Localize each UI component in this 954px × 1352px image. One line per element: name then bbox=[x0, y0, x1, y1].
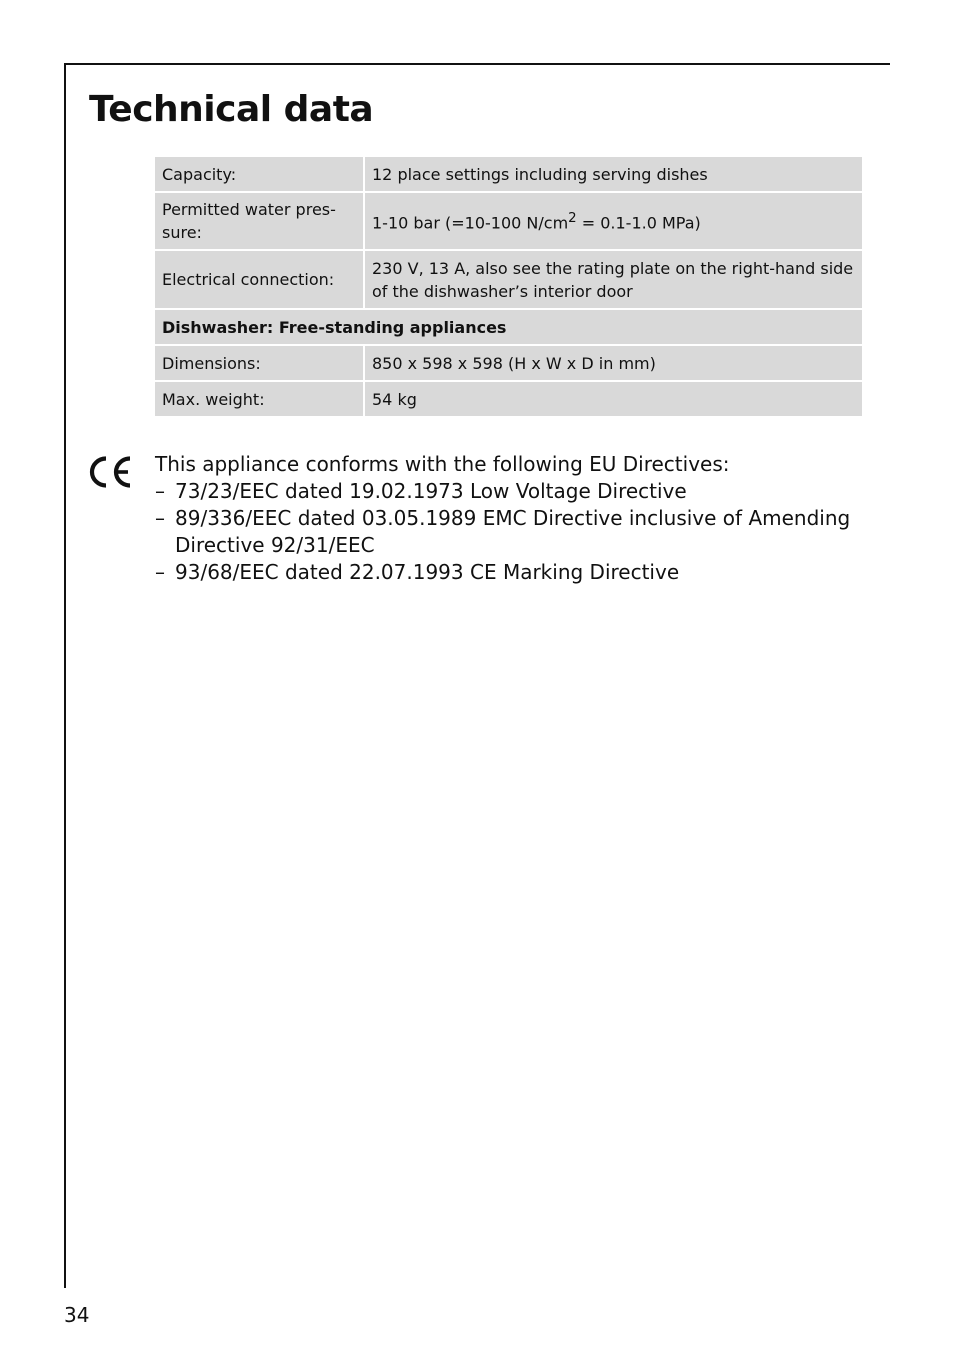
list-item bbox=[155, 505, 875, 559]
row-label: Dimensions: bbox=[155, 346, 363, 380]
row-value: 54 kg bbox=[365, 382, 862, 416]
directives-intro: This appliance conforms with the following EU Directives: bbox=[155, 452, 730, 476]
row-value bbox=[365, 193, 862, 249]
value-text: 1-10 bar (=10-100 N/cm bbox=[372, 213, 569, 233]
section-heading: Dishwasher: Free-standing appliances bbox=[155, 310, 862, 344]
dash-bullet: – bbox=[155, 479, 165, 503]
directive-text: 89/336/EEC dated 03.05.1989 EMC Directive inclusive of Amending Directive 92/31/EEC bbox=[175, 506, 851, 557]
directives-list bbox=[155, 478, 875, 586]
list-item bbox=[155, 478, 875, 505]
frame-top-rule bbox=[64, 63, 890, 65]
frame-left-rule bbox=[64, 63, 66, 1288]
technical-data-table bbox=[153, 155, 864, 418]
page-number: 34 bbox=[64, 1303, 90, 1327]
directive-text: 73/23/EEC dated 19.02.1973 Low Voltage Directive bbox=[175, 479, 687, 503]
page-title: Technical data bbox=[89, 89, 374, 130]
table-row-max-weight bbox=[155, 382, 862, 416]
dash-bullet: – bbox=[155, 506, 165, 530]
label-line-2: sure: bbox=[162, 223, 202, 242]
value-text: = 0.1-1.0 MPa) bbox=[576, 213, 701, 233]
table-row-water-pressure bbox=[155, 193, 862, 249]
row-label bbox=[155, 193, 363, 249]
row-label: Capacity: bbox=[155, 157, 363, 191]
table-row-electrical bbox=[155, 251, 862, 308]
dash-bullet: – bbox=[155, 560, 165, 584]
table-row-dimensions bbox=[155, 346, 862, 380]
table-section-row bbox=[155, 310, 862, 344]
label-line-1: Permitted water pres- bbox=[162, 200, 336, 219]
row-value: 12 place settings including serving dishes bbox=[365, 157, 862, 191]
row-value: 230 V, 13 A, also see the rating plate on the right-hand side of the dishwasher’s interior door bbox=[365, 251, 862, 308]
row-label: Max. weight: bbox=[155, 382, 363, 416]
directive-text: 93/68/EEC dated 22.07.1993 CE Marking Directive bbox=[175, 560, 680, 584]
list-item bbox=[155, 559, 875, 586]
table-row-capacity bbox=[155, 157, 862, 191]
row-label: Electrical connection: bbox=[155, 251, 363, 308]
eu-directives bbox=[155, 451, 875, 586]
value-superscript: 2 bbox=[568, 211, 577, 227]
ce-mark-icon bbox=[89, 454, 133, 490]
row-value: 850 x 598 x 598 (H x W x D in mm) bbox=[365, 346, 862, 380]
